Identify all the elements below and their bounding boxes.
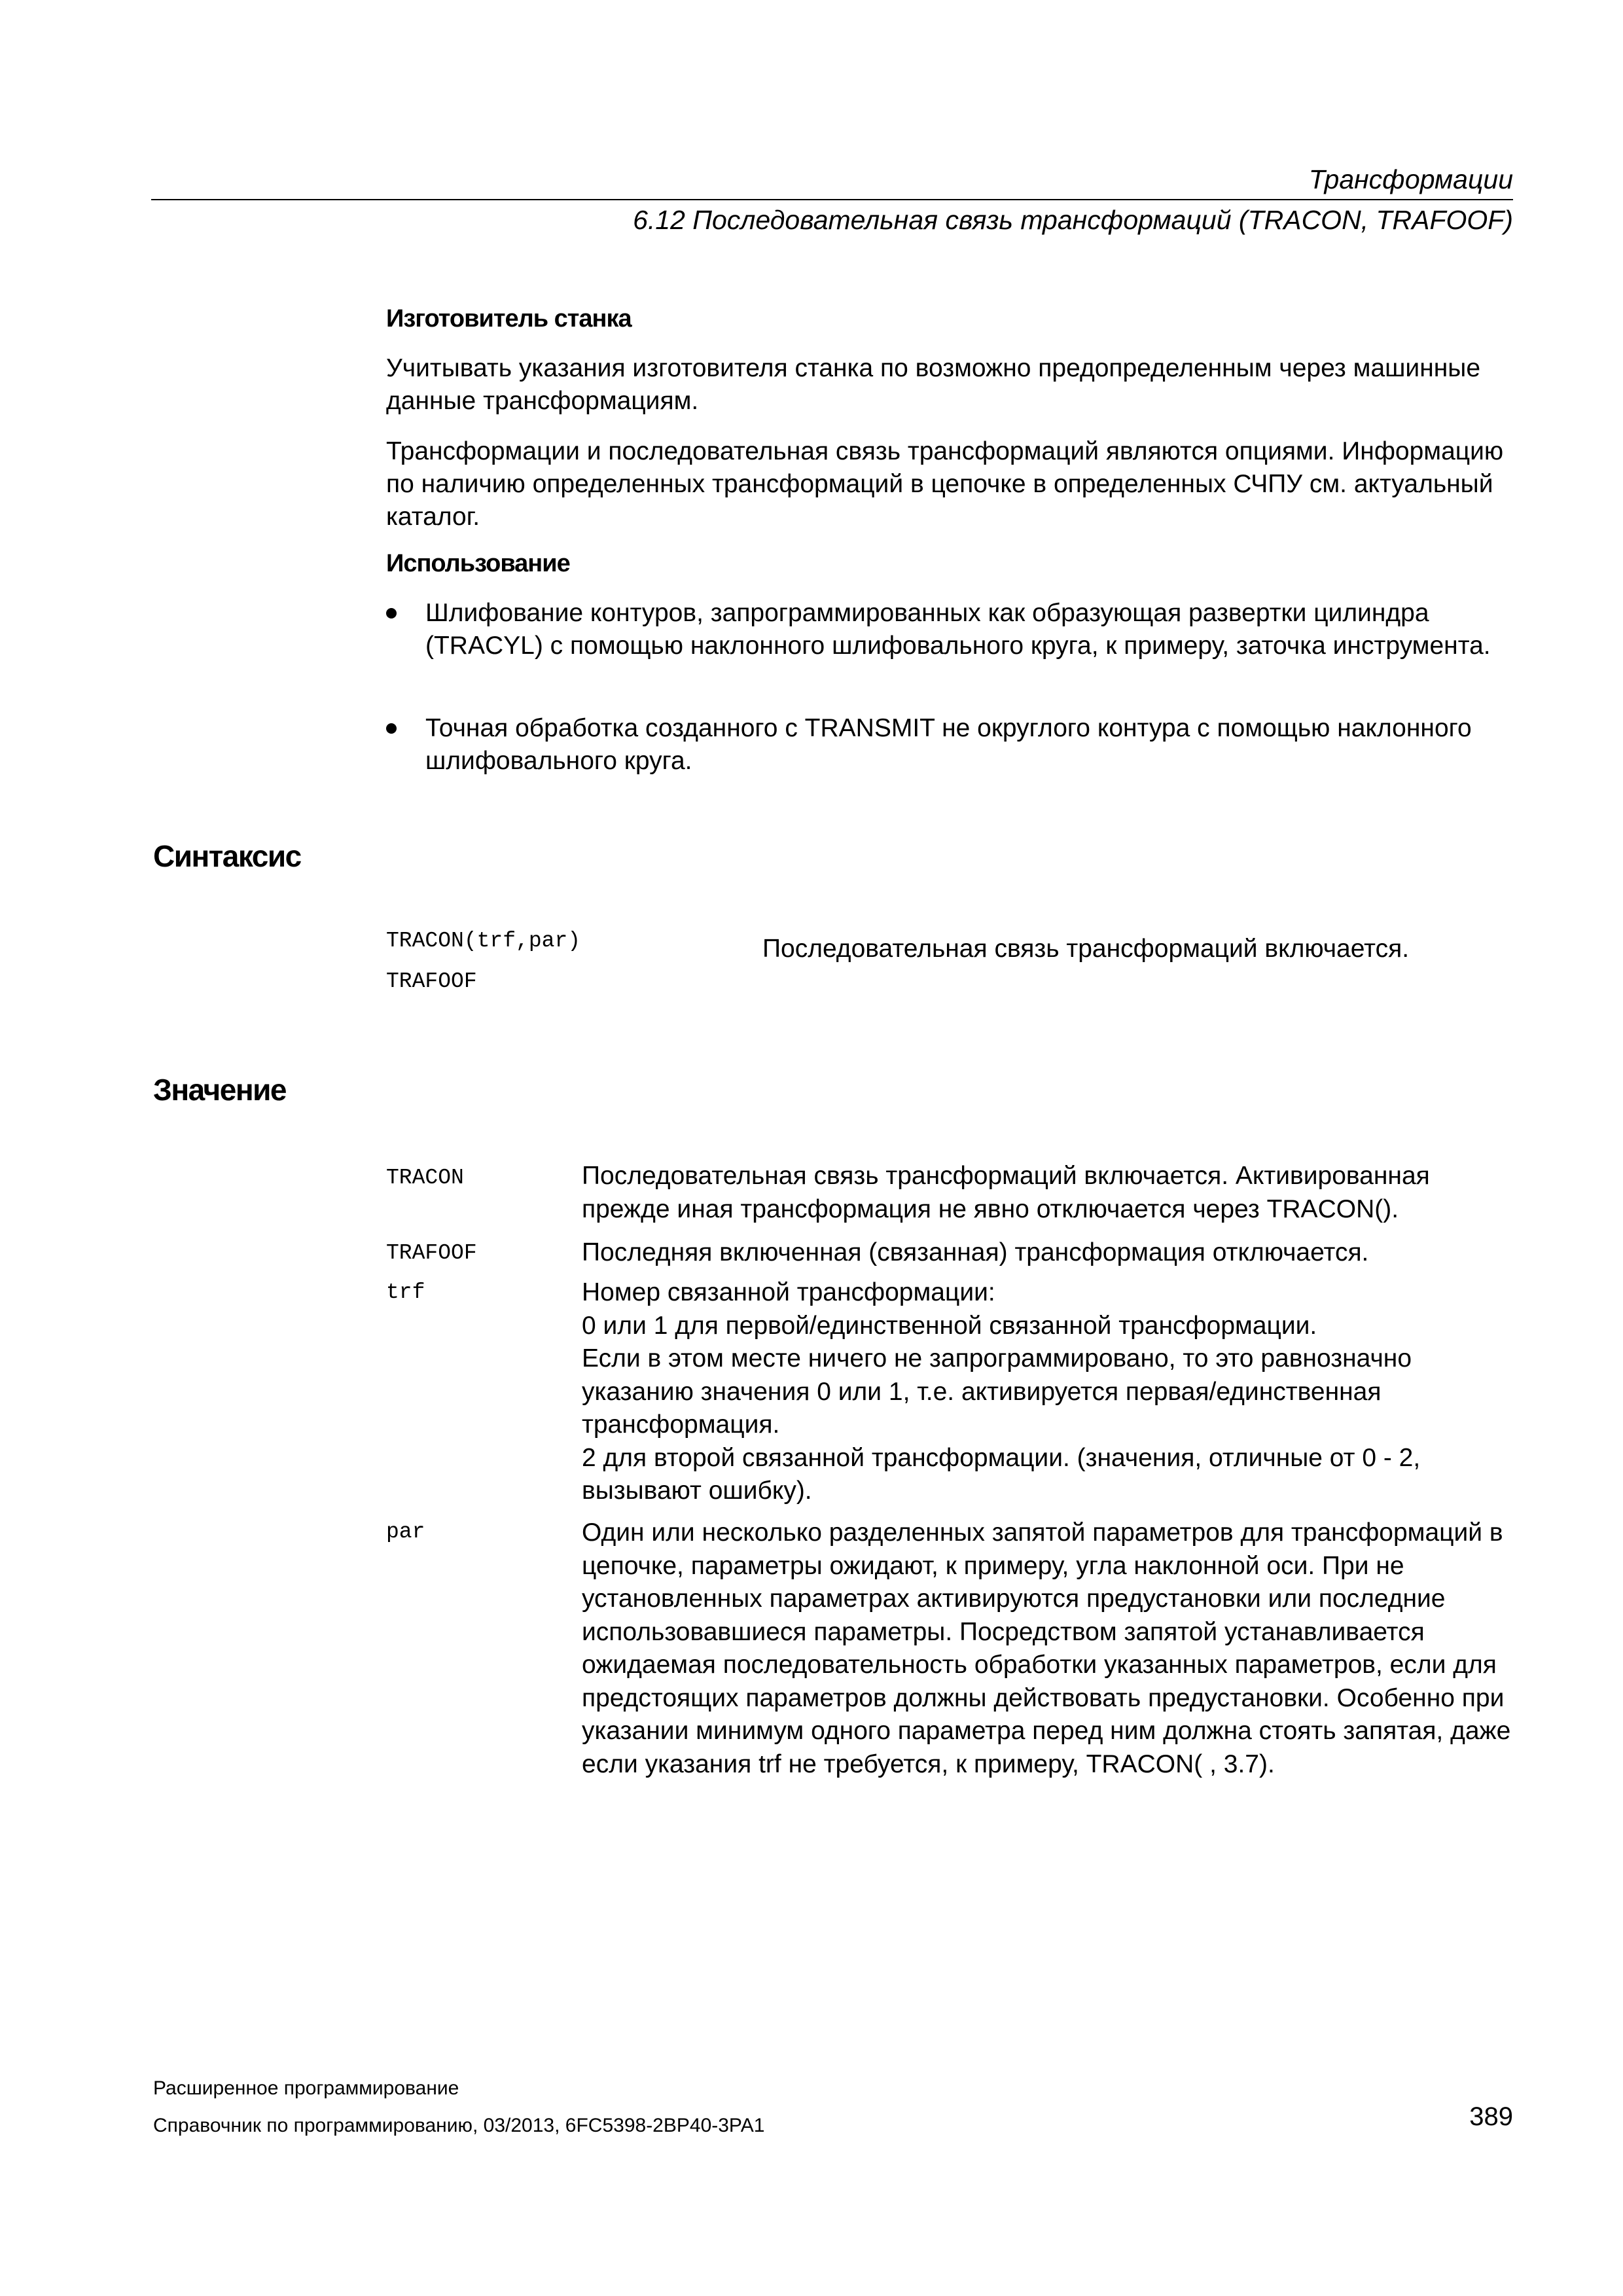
parameter-description: [582, 1276, 1524, 1508]
description-line: Последняя включенная (связанная) трансформация отключается.: [582, 1238, 1369, 1266]
usage-bullet-item: [386, 597, 1525, 662]
description-line: Если в этом месте ничего не запрограммировано, то это равнозначно указанию значения 0 или 1, т.е. активируется первая/единственная трансформация.: [582, 1344, 1412, 1439]
parameter-term: TRACON: [386, 1166, 464, 1190]
description-line: 2 для второй связанной трансформации. (значения, отличные от 0 - 2, вызывают ошибку).: [582, 1443, 1421, 1505]
footer-manual-info: Справочник по программированию, 03/2013, 6FC5398-2BP40-3PA1: [153, 2115, 765, 2136]
syntax-description: Последовательная связь трансформаций включается.: [762, 935, 1410, 963]
syntax-heading: Синтаксис: [153, 839, 301, 873]
syntax-code-line: TRACON(trf,par): [386, 929, 581, 953]
description-line: 0 или 1 для первой/единственной связанной трансформации.: [582, 1311, 1317, 1340]
running-header-chapter: Трансформации: [1308, 164, 1513, 194]
header-divider: [151, 199, 1513, 200]
footer-book-title: Расширенное программирование: [153, 2077, 459, 2099]
paragraph-text: Трансформации и последовательная связь трансформаций являются опциями. Информацию по наличию определенных трансформаций в цепочке в определенных СЧПУ см. актуальный каталог.: [386, 437, 1504, 531]
parameter-term: trf: [386, 1280, 425, 1304]
bullet-icon: [386, 608, 397, 619]
paragraph-text: Учитывать указания изготовителя станка по возможно предопределенным через машинные данные трансформациям.: [386, 354, 1481, 415]
parameter-term: par: [386, 1520, 425, 1544]
usage-heading: Использование: [386, 550, 570, 577]
manufacturer-paragraph-2: [386, 435, 1525, 533]
manufacturer-paragraph-1: [386, 352, 1525, 418]
syntax-code-line: TRAFOOF: [386, 969, 477, 994]
description-line: Один или несколько разделенных запятой параметров для трансформаций в цепочке, параметры ожидают, к примеру, угла наклонной оси. При не установленных параметрах активируются предустановки или последние использовавшиеся параметры. Посредством запятой устанавливается ожидаемая последовательность обработки указанных параметров, если для предстоящих параметров должны действовать предустановки. Особенно при указании минимум одного параметра перед ним должна стоять запятая, даже если указания trf не требуется, к примеру, TRACON( , 3.7).: [582, 1518, 1511, 1778]
bullet-text: Шлифование контуров, запрограммированных как образующая развертки цилиндра (TRACYL) с помощью наклонного шлифовального круга, к примеру, заточка инструмента.: [425, 599, 1491, 660]
running-header-section: 6.12 Последовательная связь трансформаций (TRACON, TRAFOOF): [633, 205, 1513, 235]
parameter-description: [582, 1236, 1524, 1270]
bullet-text: Точная обработка созданного с TRANSMIT не округлого контура с помощью наклонного шлифовального круга.: [425, 714, 1472, 775]
parameter-description: [582, 1516, 1524, 1781]
parameter-description: [582, 1160, 1524, 1226]
description-line: Последовательная связь трансформаций включается. Активированная прежде иная трансформация не явно отключается через TRACON().: [582, 1162, 1430, 1223]
parameter-term: TRAFOOF: [386, 1241, 477, 1265]
bullet-icon: [386, 723, 397, 734]
meaning-heading: Значение: [153, 1073, 286, 1107]
manufacturer-heading: Изготовитель станка: [386, 305, 632, 332]
description-line: Номер связанной трансформации:: [582, 1278, 995, 1306]
page-number: 389: [1469, 2102, 1513, 2131]
usage-bullet-item: [386, 712, 1525, 778]
